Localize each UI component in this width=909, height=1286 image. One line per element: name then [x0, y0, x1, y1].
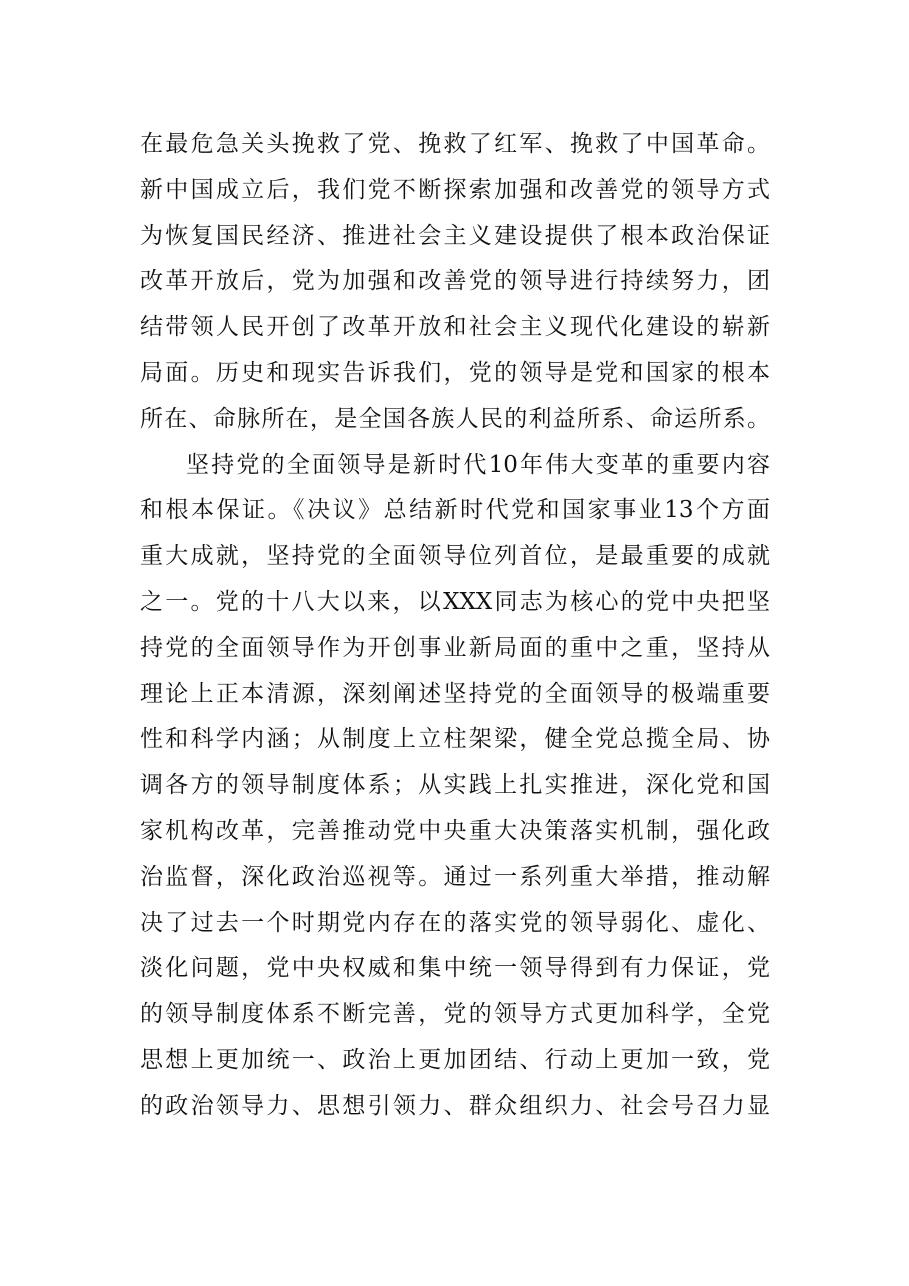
text-line: 的领导制度体系不断完善，党的领导方式更加科学，全党	[140, 1001, 770, 1028]
text-line: 重大成就，坚持党的全面领导位列首位，是最重要的成就	[140, 543, 770, 570]
text-line: 理论上正本清源，深刻阐述坚持党的全面领导的极端重要	[140, 680, 770, 707]
text-line: 调各方的领导制度体系；从实践上扎实推进，深化党和国	[140, 772, 770, 799]
text-line: 思想上更加统一、政治上更加团结、行动上更加一致，党	[140, 1046, 770, 1073]
document-body	[140, 122, 770, 1175]
text-line: 结带领人民开创了改革开放和社会主义现代化建设的崭新	[140, 314, 770, 341]
text-line: 在最危急关头挽救了党、挽救了红军、挽救了中国革命。	[140, 131, 770, 157]
paragraph-1	[140, 122, 770, 443]
text-line: 改革开放后，党为加强和改善党的领导进行持续努力，团	[140, 268, 770, 295]
text-line: 和根本保证。《决议》总结新时代党和国家事业13个方面	[140, 497, 770, 524]
text-line: 家机构改革，完善推动党中央重大决策落实机制，强化政	[140, 817, 770, 844]
text-line: 性和科学内涵；从制度上立柱架梁，健全党总揽全局、协	[140, 726, 770, 753]
text-line: 为恢复国民经济、推进社会主义建设提供了根本政治保证	[140, 222, 770, 249]
text-line: 的政治领导力、思想引领力、群众组织力、社会号召力显	[140, 1092, 770, 1119]
text-line: 决了过去一个时期党内存在的落实党的领导弱化、虚化、	[140, 909, 770, 936]
paragraph-2	[140, 443, 770, 1176]
text-line: 新中国成立后，我们党不断探索加强和改善党的领导方式	[140, 176, 770, 203]
text-line: 所在、命脉所在，是全国各族人民的利益所系、命运所系。	[140, 405, 770, 432]
text-line-first: 坚持党的全面领导是新时代10年伟大变革的重要内容	[186, 451, 770, 478]
text-line: 之一。党的十八大以来，以XXX同志为核心的党中央把坚	[140, 588, 770, 615]
text-line: 持党的全面领导作为开创事业新局面的重中之重，坚持从	[140, 634, 770, 661]
text-line: 治监督，深化政治巡视等。通过一系列重大举措，推动解	[140, 863, 770, 890]
text-line: 局面。历史和现实告诉我们，党的领导是党和国家的根本	[140, 359, 770, 386]
text-line: 淡化问题，党中央权威和集中统一领导得到有力保证，党	[140, 955, 770, 982]
text-line	[140, 1130, 770, 1176]
